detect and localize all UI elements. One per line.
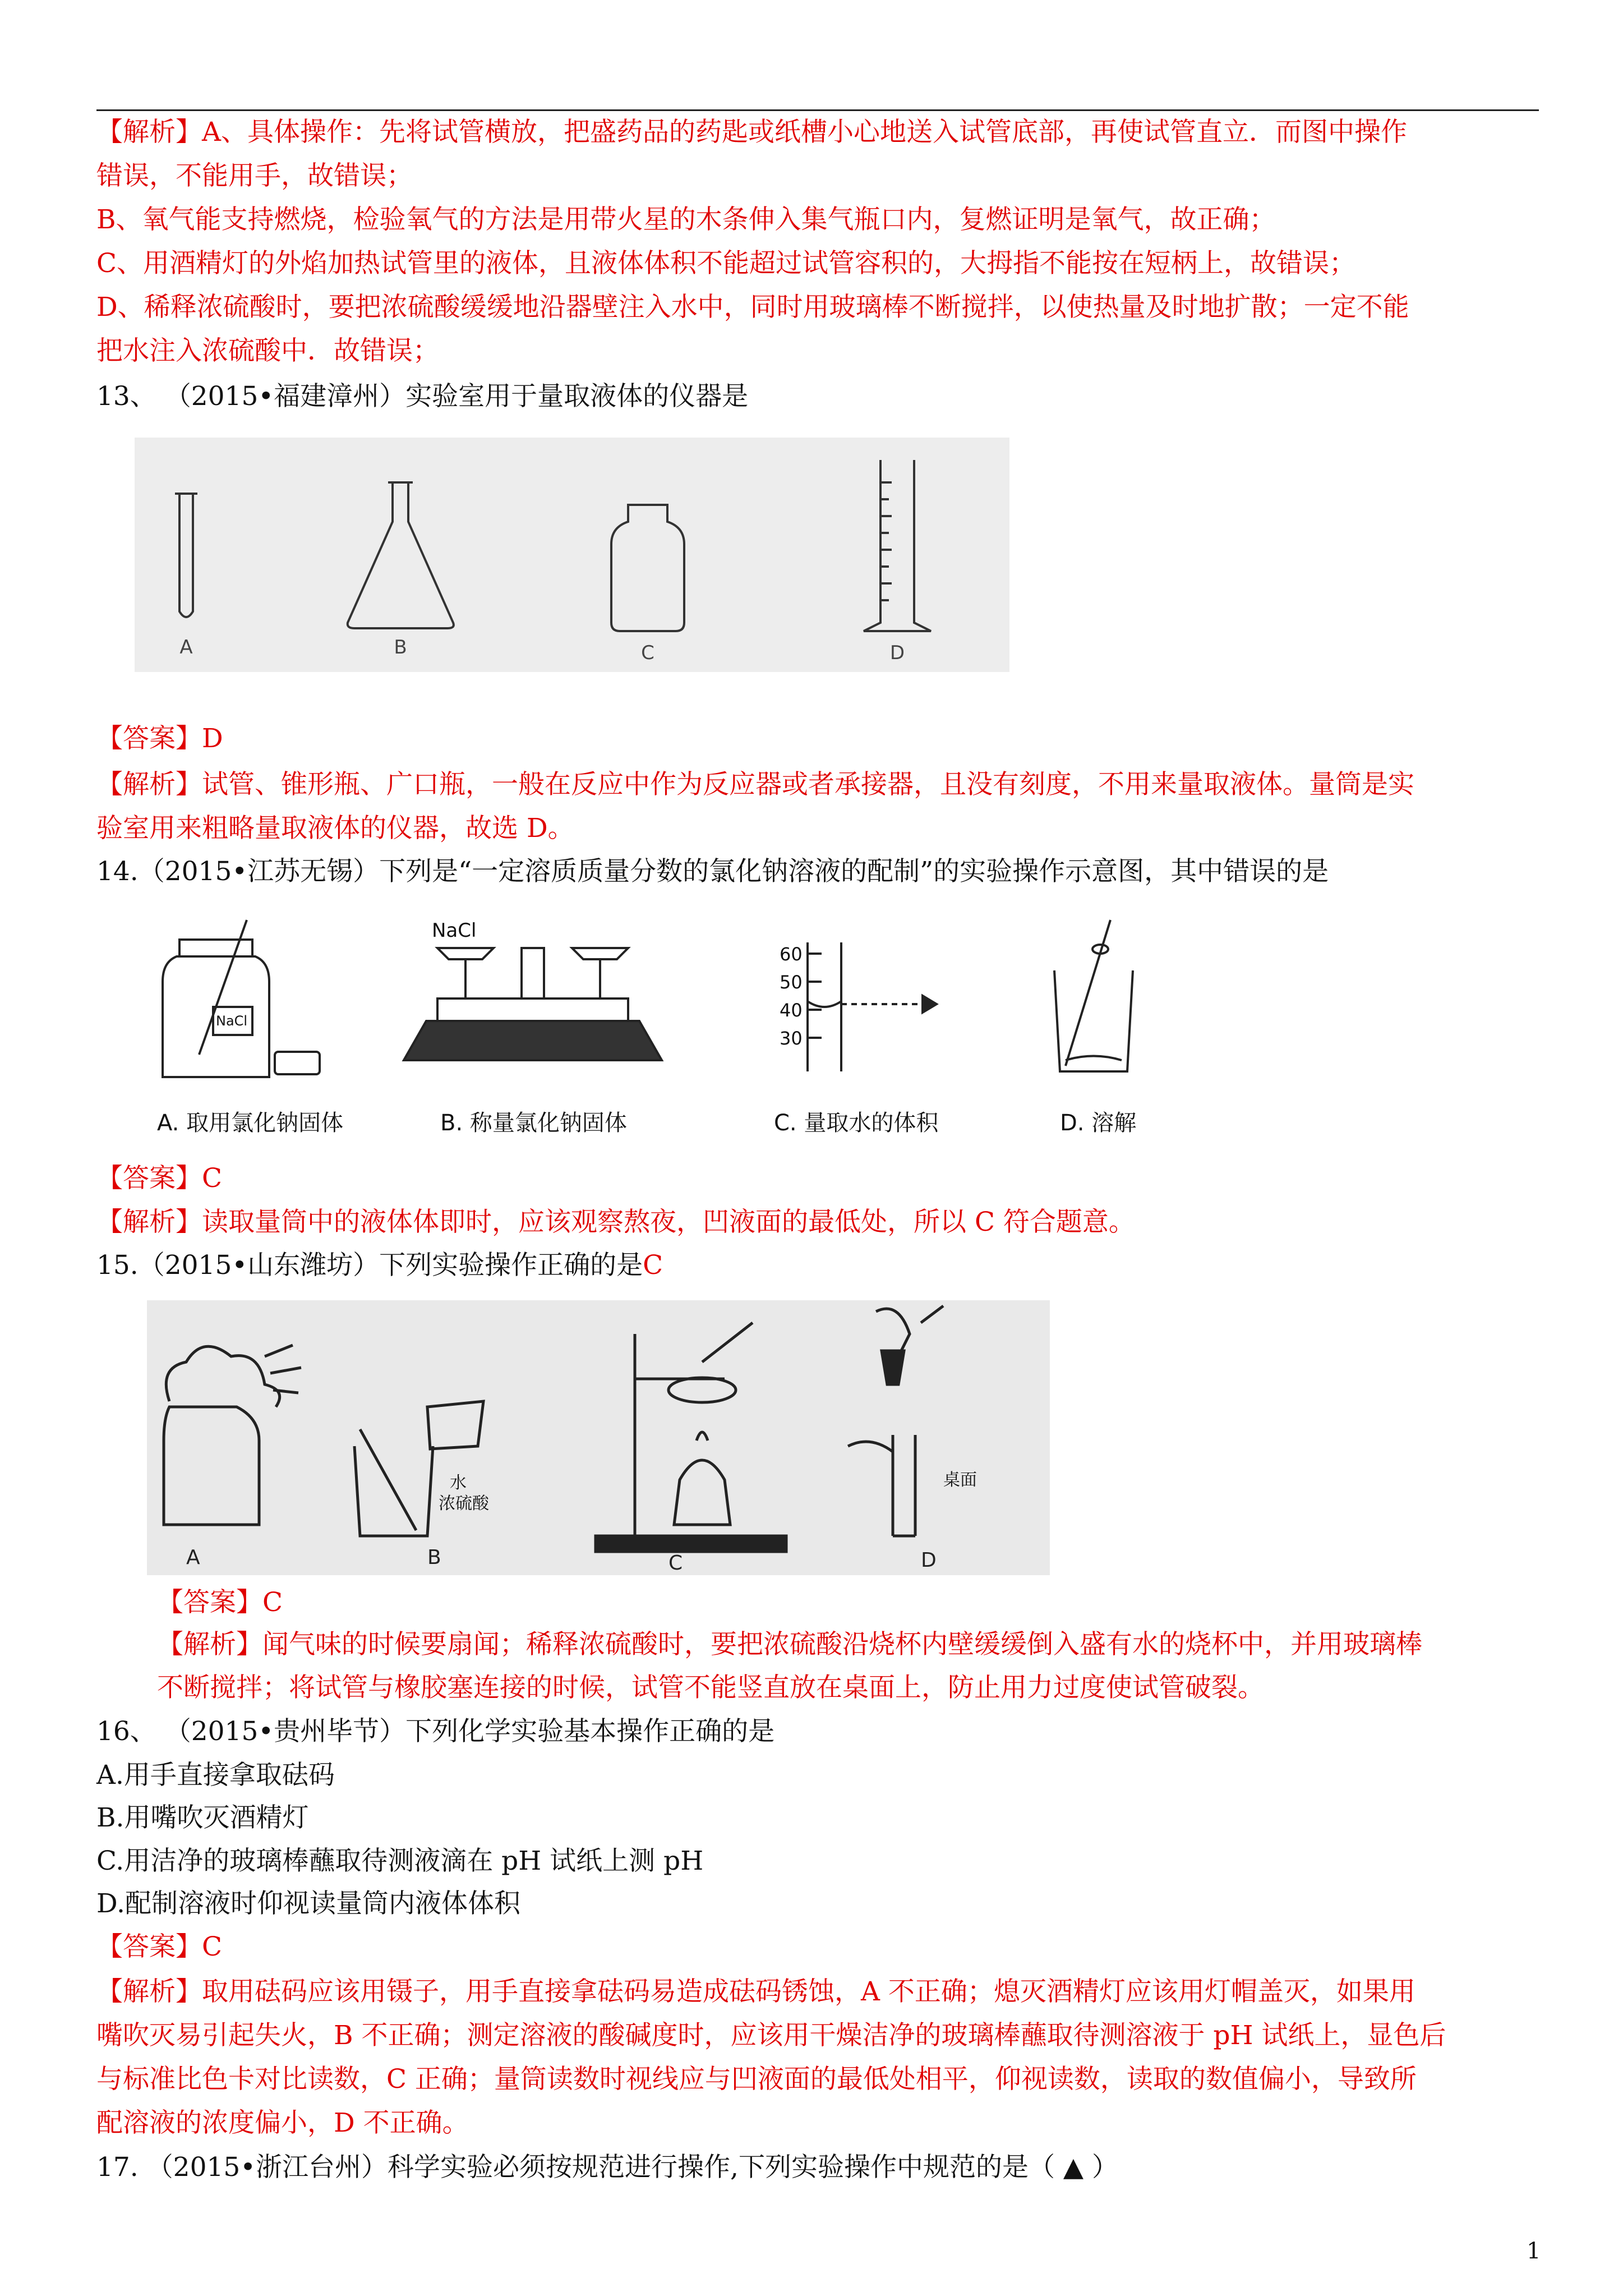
figure-14	[135, 909, 1256, 1144]
test-tube	[179, 494, 193, 617]
question-16: 16、 （2015•贵州毕节）下列化学实验基本操作正确的是	[96, 1716, 775, 1747]
analysis-line: 错误，不能用手，故错误；	[96, 160, 413, 191]
figure-label: B	[394, 636, 407, 659]
stand-base	[596, 1536, 786, 1552]
figure-label: D	[889, 642, 905, 664]
analysis-16: 嘴吹灭易引起失火，B 不正确；测定溶液的酸碱度时，应该用干燥洁净的玻璃棒蘸取待测溶液于 pH 试纸上，显色后	[96, 2020, 1446, 2051]
question-15-answer: C	[643, 1250, 663, 1281]
figure-label: C	[641, 642, 654, 664]
jar-cap	[179, 940, 252, 956]
figure-14-caption: B. 称量氯化钠固体	[440, 1110, 627, 1136]
scale-tick: 60	[780, 944, 803, 965]
option-16c: C.用洁净的玻璃棒蘸取待测液滴在 pH 试纸上测 pH	[96, 1846, 704, 1876]
analysis-15: 不断搅拌；将试管与橡胶塞连接的时候，试管不能竖直放在桌面上，防止用力过度使试管破裂。	[157, 1672, 1264, 1703]
answer-16: 【答案】C	[96, 1931, 222, 1962]
analysis-line: 把水注入浓硫酸中．故错误；	[96, 335, 439, 366]
analysis-13: 【解析】试管、锥形瓶、广口瓶，一般在反应中作为反应器或者承接器，且没有刻度，不用来量取液体。量筒是实	[96, 769, 1414, 800]
option-16b: B.用嘴吹灭酒精灯	[96, 1802, 309, 1833]
glass-rod	[360, 1429, 416, 1530]
analysis-14: 【解析】读取量筒中的液体体即时，应该观察熬夜，凹液面的最低处，所以 C 符合题意。	[96, 1207, 1135, 1237]
analysis-16: 配溶液的浓度偏小，D 不正确。	[96, 2108, 469, 2138]
analysis-13: 验室用来粗略量取液体的仪器，故选 D。	[96, 813, 574, 844]
figure-14-drawing	[135, 909, 1256, 1094]
option-16d: D.配制溶液时仰视读量筒内液体体积	[96, 1888, 520, 1919]
glass-rod	[1066, 920, 1110, 1066]
analysis-line: C、用酒精灯的外焰加热试管里的液体，且液体体积不能超过试管容积的，大拇指不能按在短柄上，故错误；	[96, 248, 1355, 279]
left-pan	[437, 948, 494, 959]
rubber-stopper	[882, 1351, 904, 1384]
right-pan	[572, 948, 628, 959]
question-15	[96, 1244, 1543, 1287]
figure-label: A	[179, 636, 193, 659]
alcohol-lamp	[674, 1460, 730, 1525]
hand	[876, 1309, 910, 1356]
balance-beam	[437, 999, 628, 1021]
scale-tick: 40	[780, 1000, 803, 1021]
jar-stopper	[275, 1052, 320, 1074]
question-14: 14.（2015•江苏无锡）下列是“一定溶质质量分数的氯化钠溶液的配制”的实验操作示意图，其中错误的是	[96, 856, 1329, 887]
figure-15-drawing	[147, 1300, 1050, 1575]
figure-label: C	[668, 1552, 683, 1575]
figure-13-drawing	[135, 438, 1009, 672]
analysis-16: 【解析】取用砝码应该用镊子，用手直接拿砝码易造成砝码锈蚀，A 不正确；熄灭酒精灯应该用灯帽盖灭，如果用	[96, 1976, 1415, 2007]
evaporating-dish	[668, 1378, 736, 1402]
question-17: 17. （2015•浙江台州）科学实验必须按规范进行操作,下列实验操作中规范的是（ ▲ ）	[96, 2152, 1118, 2183]
question-15-text: 15.（2015•山东潍坊）下列实验操作正确的是	[96, 1250, 643, 1281]
figure-14-caption: D. 溶解	[1060, 1110, 1137, 1136]
analysis-line: 【解析】A、具体操作：先将试管横放，把盛药品的药匙或纸槽小心地送入试管底部，再使试管直立．而图中操作	[96, 117, 1407, 148]
analysis-16: 与标准比色卡对比读数，C 正确；量筒读数时视线应与凹液面的最低处相平，仰视读数，读取的数值偏小，导致所	[96, 2064, 1417, 2095]
conical-flask	[348, 482, 454, 628]
desk-label: 桌面	[943, 1470, 977, 1490]
nacl-jar-label: NaCl	[216, 1013, 248, 1029]
nacl-label: NaCl	[432, 919, 477, 942]
figure-label: D	[921, 1549, 937, 1572]
figure-15	[147, 1300, 1050, 1575]
scale-tick: 30	[780, 1028, 803, 1049]
acid-label: 浓硫酸	[439, 1494, 489, 1513]
eye-icon	[923, 996, 937, 1013]
answer-14: 【答案】C	[96, 1163, 222, 1194]
wide-mouth-bottle	[611, 505, 684, 631]
hand	[166, 1346, 279, 1407]
figure-13	[135, 438, 1009, 672]
figure-14-caption: C. 量取水的体积	[774, 1110, 939, 1136]
figure-label: A	[186, 1546, 200, 1569]
option-16a: A.用手直接拿取砝码	[96, 1760, 335, 1791]
pouring-beaker	[427, 1401, 483, 1449]
page-number: 1	[1527, 2238, 1541, 2264]
analysis-15: 【解析】闻气味的时候要扇闻；稀释浓硫酸时，要把浓硫酸沿烧杯内壁缓缓倒入盛有水的烧杯中，并用玻璃棒	[157, 1629, 1422, 1660]
answer-13: 【答案】D	[96, 723, 223, 754]
figure-label: B	[427, 1546, 441, 1569]
question-13: 13、 （2015•福建漳州）实验室用于量取液体的仪器是	[96, 381, 749, 412]
balance-pillar	[522, 948, 544, 999]
scale-tick: 50	[780, 972, 803, 993]
bottle	[164, 1407, 259, 1525]
analysis-line: D、稀释浓硫酸时，要把浓硫酸缓缓地沿器壁注入水中，同时用玻璃棒不断搅拌，以使热量及时地扩散；一定不能	[96, 292, 1409, 323]
analysis-line: B、氧气能支持燃烧，检验氧气的方法是用带火星的木条伸入集气瓶口内，复燃证明是氧气，故正确；	[96, 204, 1276, 235]
figure-14-caption: A. 取用氯化钠固体	[157, 1110, 344, 1136]
balance-base	[404, 1021, 662, 1060]
water-label: 水	[450, 1473, 467, 1493]
answer-15: 【答案】C	[157, 1587, 283, 1618]
measuring-cylinder	[864, 460, 931, 631]
